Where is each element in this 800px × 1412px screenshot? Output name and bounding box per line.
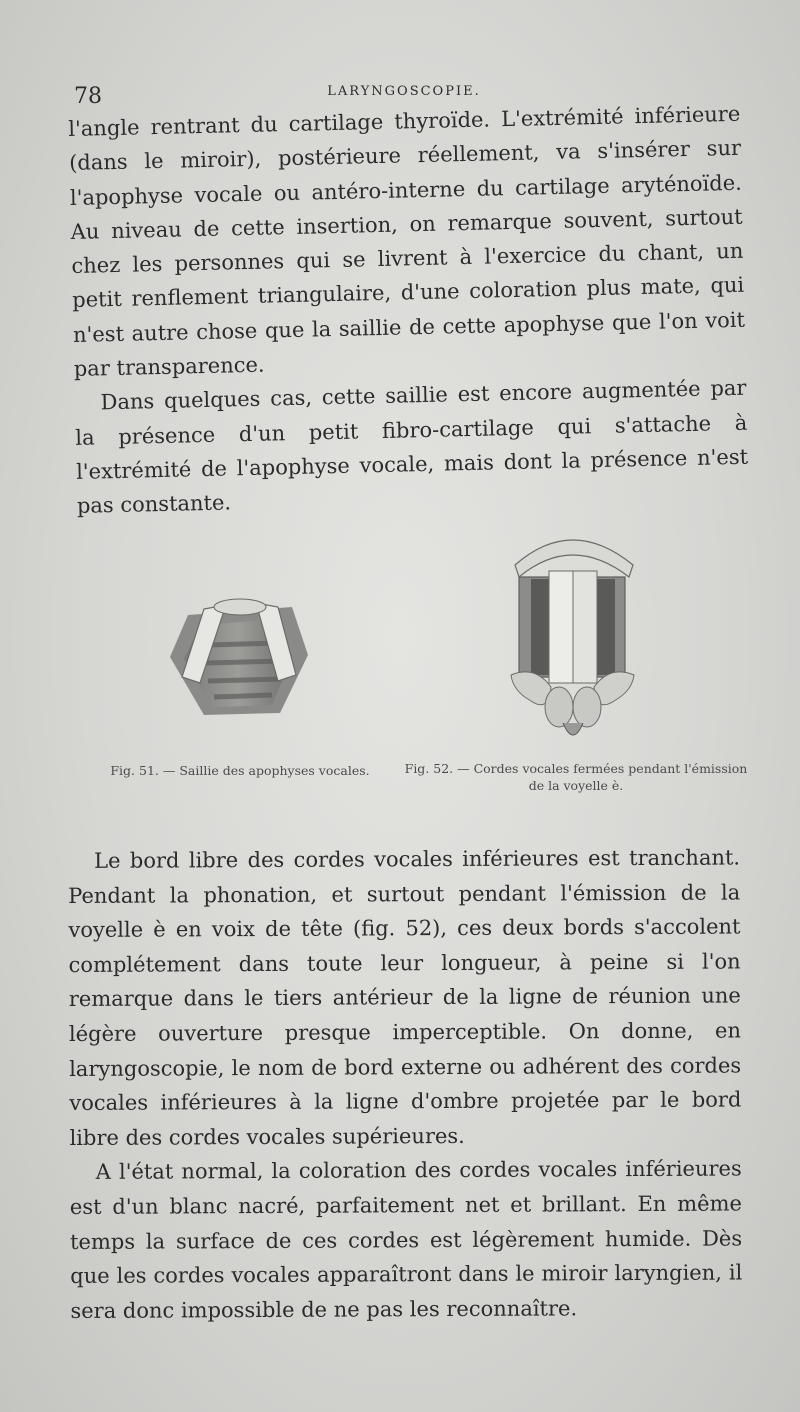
figure-51-caption: Fig. 51. — Saillie des apophyses vocales. — [110, 763, 370, 778]
figure-51-illustration — [160, 585, 320, 725]
text-block-top — [68, 97, 749, 524]
figure-52-illustration — [505, 525, 640, 750]
figure-52-caption: Fig. 52. — Cordes vocales fermées pendant l'émission de la voyelle è. — [404, 761, 748, 793]
paragraph-3: Le bord libre des cordes vocales inférieures est tranchant. Pendant la phonation, et surtout pendant l'émission de la voyelle è en voix de tête (fig. 52), ces deux bords s'accolent complétement dans toute leur longueur, à peine si l'on remarque dans le tiers antérieur de la ligne de réunion une légère ouverture presque imperceptible. On donne, en laryngoscopie, le nom de bord externe ou adhérent des cordes vocales inférieures à la ligne d'ombre projetée par le bord libre des cordes vocales supérieures. — [68, 845, 742, 1150]
running-title: LARYNGOSCOPIE. — [327, 84, 481, 99]
page-number: 78 — [74, 84, 102, 109]
paragraph-4: A l'état normal, la coloration des cordes vocales inférieures est d'un blanc nacré, parfaitement net et brillant. En même temps la surface de ces cordes est légèrement humide. Dès que les cordes vocales apparaîtront dans le miroir laryngien, il sera donc impossible de ne pas les reconnaître. — [69, 1156, 743, 1323]
paragraph-1: l'angle rentrant du cartilage thyroïde. L'extrémité inférieure (dans le miroir), postérieure réellement, va s'insérer sur l'apophyse vocale ou antéro-interne du cartilage aryténoïde. Au niveau de cette insertion, on remarque souvent, surtout chez les personnes qui se livrent à l'exercice du chant, un petit renflement triangulaire, d'une coloration plus mate, qui n'est autre chose que la saillie de cette apophyse que l'on voit par transparence. — [68, 101, 746, 382]
paragraph-2: Dans quelques cas, cette saillie est encore augmentée par la présence d'un petit fibro-cartilage qui s'attache à l'extrémité de l'apophyse vocale, mais dont la présence n'est pas constante. — [75, 376, 749, 519]
text-block-bottom — [68, 840, 743, 1328]
